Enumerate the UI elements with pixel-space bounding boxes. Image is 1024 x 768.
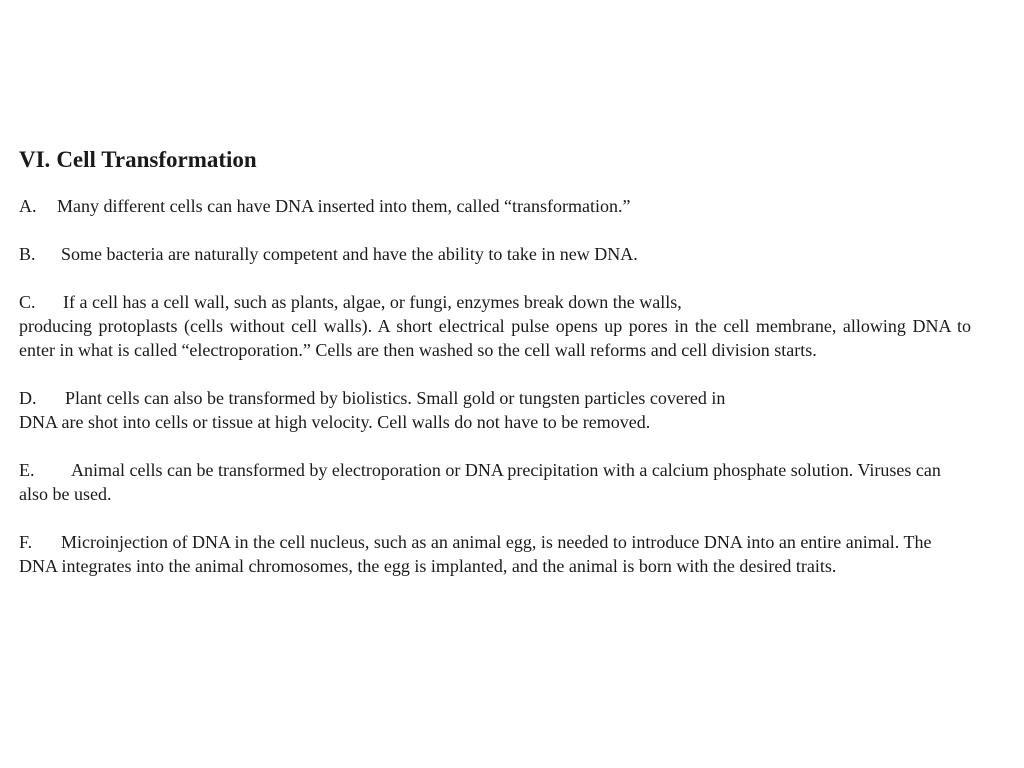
item-letter: F. — [19, 532, 33, 552]
item-text: Animal cells can be transformed by electroporation or DNA precipitation with a calcium phosphate solution. Viruses can also be used. — [19, 460, 941, 504]
item-d — [19, 386, 971, 434]
item-letter: D. — [19, 388, 37, 408]
item-continuation: DNA are shot into cells or tissue at high velocity. Cell walls do not have to be removed. — [19, 412, 651, 432]
section-title: Cell Transformation — [56, 147, 257, 172]
item-text: Microinjection of DNA in the cell nucleus, such as an animal egg, is needed to introduce DNA into an entire animal. The DNA integrates into the animal chromosomes, the egg is implanted, and the animal is born with the desired traits. — [19, 532, 932, 576]
section-heading — [19, 140, 971, 180]
item-text: Many different cells can have DNA inserted into them, called “transformation.” — [57, 196, 631, 216]
item-letter: B. — [19, 244, 36, 264]
item-first-line — [19, 386, 971, 410]
item-letter: E. — [19, 460, 35, 480]
item-b — [19, 242, 971, 266]
item-c — [19, 290, 971, 362]
item-letter: C. — [19, 292, 36, 312]
item-text: Some bacteria are naturally competent and have the ability to take in new DNA. — [61, 244, 638, 264]
item-first-line-text: If a cell has a cell wall, such as plants, algae, or fungi, enzymes break down the walls, — [63, 292, 682, 312]
section-number: VI. — [19, 147, 51, 172]
document-page — [19, 140, 971, 602]
item-continuation: producing protoplasts (cells without cell walls). A short electrical pulse opens up pores in the cell membrane, allowing DNA to enter in what is called “electroporation.” Cells are then washed so the cell wall reforms and cell division starts. — [19, 316, 971, 360]
item-e — [19, 458, 971, 506]
item-letter: A. — [19, 196, 37, 216]
item-f — [19, 530, 971, 578]
item-a — [19, 194, 971, 218]
item-first-line — [19, 290, 971, 314]
item-first-line-text: Plant cells can also be transformed by biolistics. Small gold or tungsten particles covered in — [65, 388, 726, 408]
